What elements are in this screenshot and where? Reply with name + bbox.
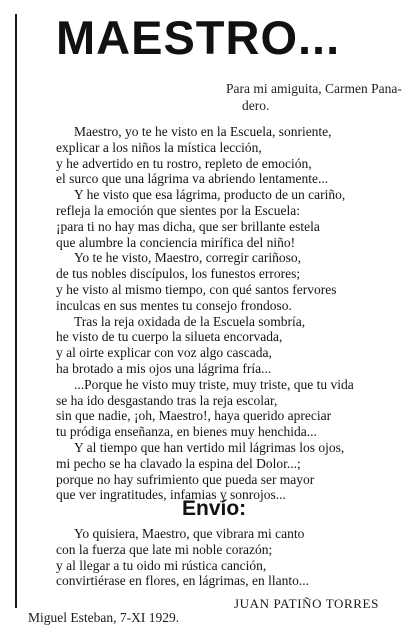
- verse-line: explicar a los niños la mística lección,: [56, 139, 262, 155]
- envio-line: convirtiérase en flores, en lágrimas, en llanto...: [56, 573, 310, 589]
- author-signature: JUAN PATIÑO TORRES: [234, 596, 379, 611]
- verse-line: Tras la reja oxidada de la Escuela sombría,: [74, 313, 306, 329]
- verse-line: he visto de tu cuerpo la silueta encorvada,: [56, 329, 283, 345]
- verse-line: y al oirte explicar con voz algo cascada,: [56, 345, 272, 361]
- envio-heading: Envío:: [182, 497, 247, 520]
- dedication: [226, 80, 406, 114]
- verse-line: sin que nadie, ¡oh, Maestro!, haya querido apreciar: [56, 408, 332, 424]
- stanza: [56, 314, 406, 377]
- verse-line: refleja la emoción que sientes por la Escuela:: [56, 202, 301, 218]
- verse-line: inculcas en sus mentes tu consejo frondoso.: [56, 297, 292, 313]
- stanza: [56, 377, 406, 440]
- verse-line: Maestro, yo te he visto en la Escuela, sonriente,: [74, 124, 332, 139]
- verse-line: y he visto al mismo tiempo, con qué santos fervores: [56, 281, 337, 297]
- envio-line: Yo quisiera, Maestro, que vibrara mi canto: [74, 526, 305, 541]
- place-and-date: Miguel Esteban, 7-XI 1929.: [28, 610, 180, 625]
- verse-line: tu pródiga enseñanza, en bienes muy henchida...: [56, 424, 317, 440]
- verse-line: el surco que una lágrima va abriendo lentamente...: [56, 171, 329, 187]
- envio-line: y al llegar a tu oido mi rústica canción,: [56, 557, 267, 573]
- verse-line: porque no hay sufrimiento que pueda ser mayor: [56, 471, 315, 487]
- verse-line: que ver ingratitudes, infamias y sonrojos...: [56, 487, 286, 503]
- verse-line: mi pecho se ha clavado la espina del Dolor...;: [56, 455, 301, 471]
- verse-line: ...Porque he visto muy triste, muy triste, que tu vida: [74, 376, 354, 392]
- verse-line: Yo te he visto, Maestro, corregir cariñoso,: [74, 250, 301, 266]
- dedication-line-2: dero.: [242, 98, 270, 113]
- stanza: [56, 124, 406, 187]
- envio-line: con la fuerza que late mi noble corazón;: [56, 541, 273, 557]
- verse-line: ¡para ti no hay mas dicha, que ser brillante estela: [56, 218, 320, 234]
- verse-line: Y he visto que esa lágrima, producto de un cariño,: [74, 187, 346, 203]
- envio-stanza: [56, 526, 406, 589]
- poem-title: MAESTRO...: [56, 11, 341, 64]
- verse-line: de tus nobles discípulos, los funestos errores;: [56, 266, 301, 282]
- verse-line: y he advertido en tu rostro, repleto de emoción,: [56, 155, 312, 171]
- verse-line: se ha ido desgastando tras la reja escolar,: [56, 392, 278, 408]
- stanza: [56, 250, 406, 313]
- stanza: [56, 187, 406, 250]
- verse-line: que alumbre la conciencia mirífica del niño!: [56, 234, 296, 250]
- verse-line: Y al tiempo que han vertido mil lágrimas los ojos,: [74, 439, 345, 455]
- left-margin-rule: [15, 14, 17, 608]
- dedication-line-1: Para mi amiguita, Carmen Pana-: [226, 81, 402, 96]
- poem-body: [56, 124, 406, 503]
- verse-line: ha brotado a mis ojos una lágrima fría...: [56, 360, 272, 376]
- stanza: [56, 440, 406, 503]
